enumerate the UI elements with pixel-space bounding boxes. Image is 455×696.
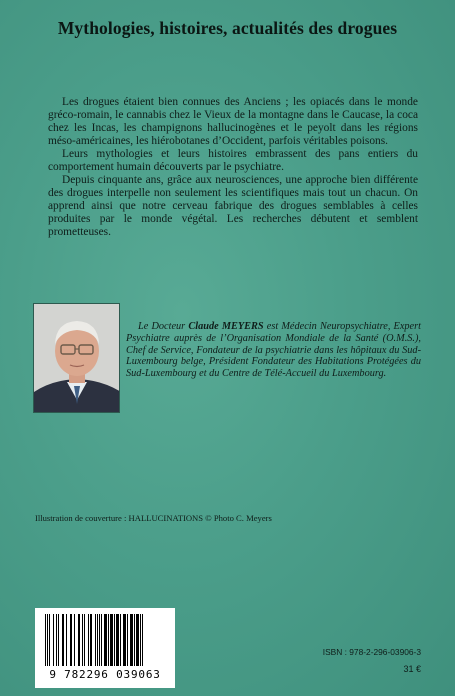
book-title: Mythologies, histoires, actualités des drogues (57, 18, 398, 38)
back-cover-blurb (48, 96, 418, 239)
price: 31 € (403, 664, 421, 674)
barcode-bar (110, 614, 113, 666)
barcode-bar (127, 614, 128, 666)
illustration-credit: Illustration de couverture : HALLUCINATIONS © Photo C. Meyers (35, 513, 272, 523)
barcode-bar (45, 614, 46, 666)
barcode-bar (58, 614, 59, 666)
barcode-bar (99, 614, 100, 666)
blurb-paragraph: Depuis cinquante ans, grâce aux neurosciences, une approche bien différente des drogues interpelle non seulement les scientifiques mais tout un chacun. On apprend ainsi que notre cerveau fabrique des drogues semblables à celles produites par le monde végétal. Les recherches débutent et semblent prometteuses. (48, 174, 418, 238)
author-biography (126, 321, 421, 380)
barcode (35, 608, 175, 688)
barcode-bar (95, 614, 96, 666)
author-portrait-image (34, 304, 120, 413)
bio-prefix: Le Docteur (138, 321, 189, 332)
barcode-bar (120, 614, 121, 666)
barcode-bar (84, 614, 85, 666)
barcode-bar (116, 614, 119, 666)
barcode-bar (130, 614, 133, 666)
barcode-bar (108, 614, 109, 666)
blurb-paragraph: Leurs mythologies et leurs histoires embrassent des pans entiers du comportement humain découverts par le psychiatre. (48, 148, 418, 173)
barcode-bar (74, 614, 75, 666)
barcode-bar (88, 614, 89, 666)
bio-text: est Médecin Neuropsychiatre, Expert Psychiatre auprès de l’Organisation Mondiale de la Santé (O.M.S.), Chef de Service, Fondateur de la psychiatrie dans les hôpitaux du Sud-Luxembourg belge, Président Fondateur des Habitations Protégées du Sud-Luxembourg et du Centre de Télé-Accueil du Luxembourg. (126, 321, 421, 380)
barcode-bar (62, 614, 64, 666)
blurb-paragraph: Les drogues étaient bien connues des Anciens ; les opiacés dans le monde gréco-romain, le cannabis chez le Vieux de la montagne dans le Caucase, la coca chez les Incas, les champignons hallucinogènes et le peyolt dans les régions méso-américaines, les hiérobotanes d’Occident, parfois véritables poisons. (48, 96, 418, 147)
barcode-bar (136, 614, 139, 666)
barcode-bar (90, 614, 92, 666)
barcode-bar (142, 614, 143, 666)
barcode-bar (134, 614, 135, 666)
barcode-digits: 9 782296 039063 (49, 668, 161, 681)
barcode-bar (97, 614, 98, 666)
barcode-bar (140, 614, 141, 666)
barcode-bar (101, 614, 102, 666)
barcode-bar (114, 614, 115, 666)
barcode-bar (56, 614, 57, 666)
barcode-bar (53, 614, 54, 666)
author-photo (33, 303, 120, 413)
barcode-bar (66, 614, 67, 666)
barcode-bars (43, 614, 167, 668)
author-name: Claude MEYERS (188, 321, 264, 332)
barcode-bar (82, 614, 83, 666)
barcode-bar (123, 614, 126, 666)
barcode-bar (78, 614, 80, 666)
barcode-bar (49, 614, 50, 666)
barcode-bar (70, 614, 72, 666)
barcode-bar (104, 614, 107, 666)
barcode-bar (47, 614, 48, 666)
isbn-number: ISBN : 978-2-296-03906-3 (322, 647, 421, 657)
